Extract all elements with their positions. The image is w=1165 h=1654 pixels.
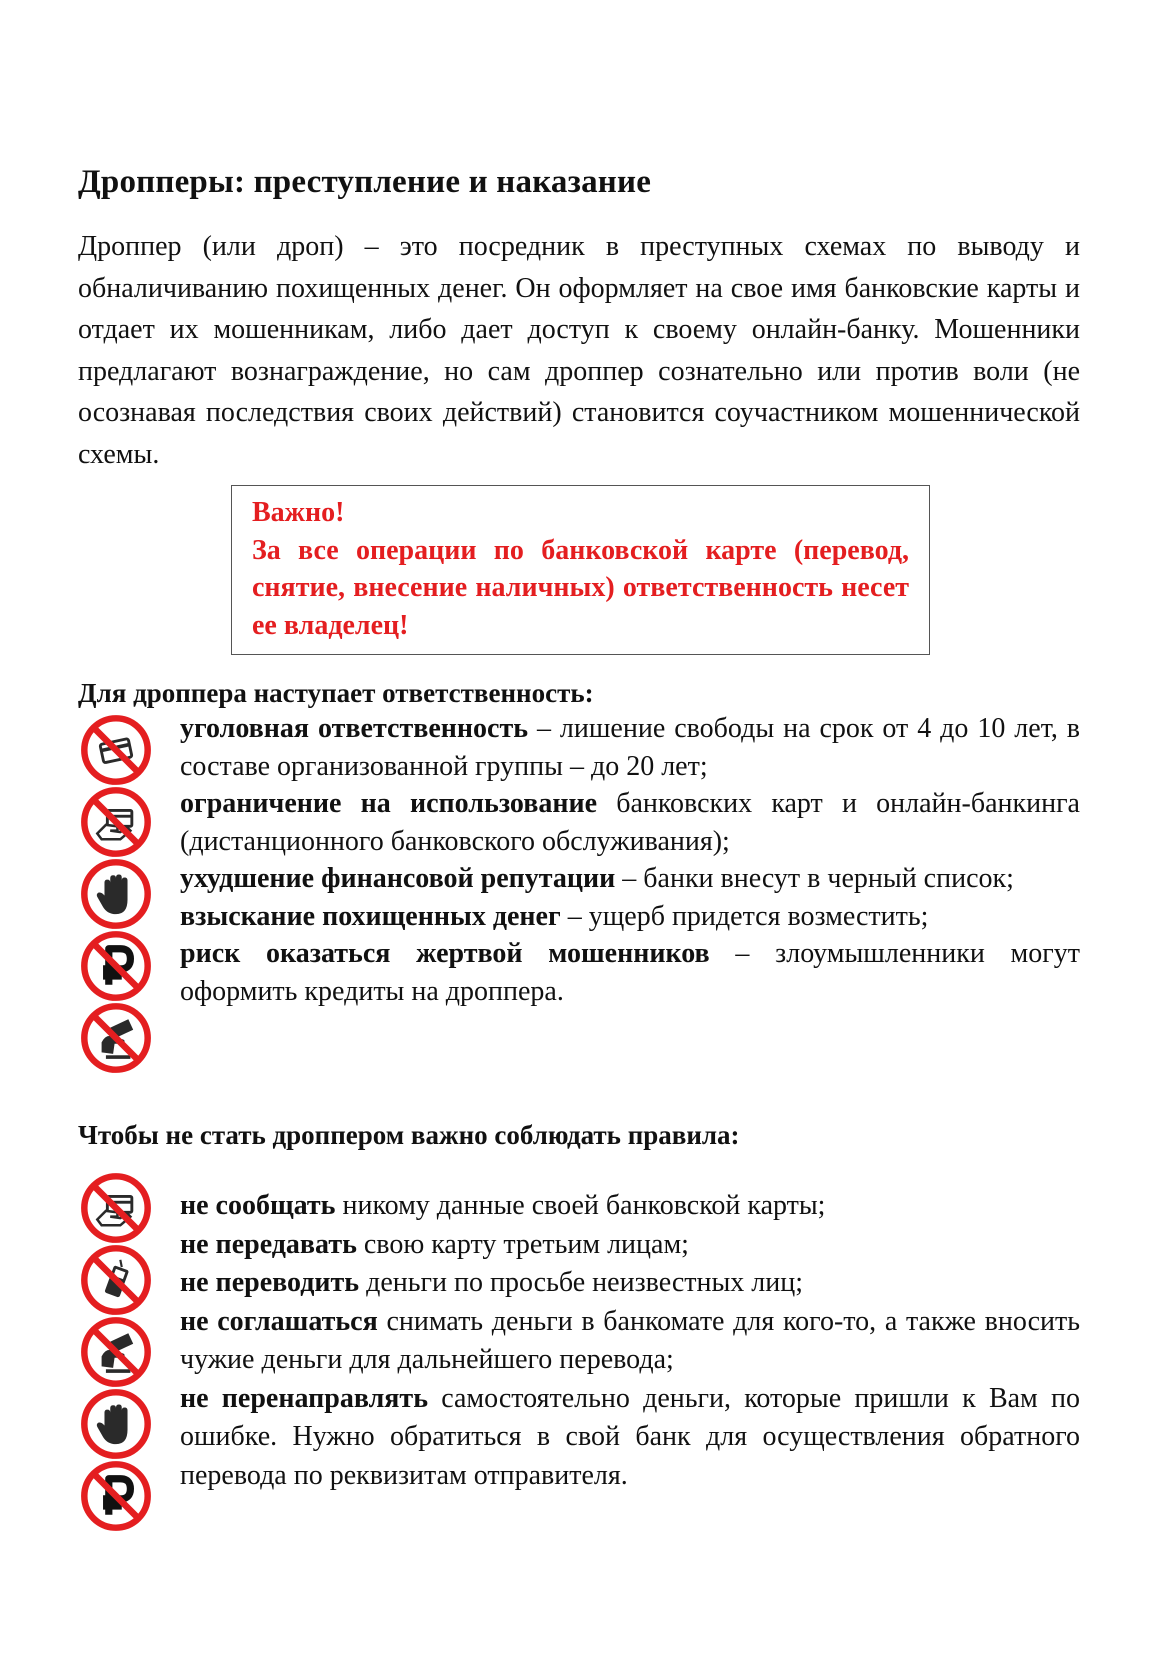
item-text: банковских карт и онлайн-банкинга (дистанционного банковского обслуживания); — [180, 788, 1080, 857]
rules-icon-column — [80, 1172, 152, 1532]
notice-text: За все операции по банковской карте (перевод, снятие, внесение наличных) ответственность несет ее владелец! — [252, 534, 909, 641]
item-text: – лишение свободы на срок от 4 до 10 лет, в составе организованной группы – до 20 лет; — [180, 713, 1081, 782]
list-item — [180, 1264, 1080, 1303]
liability-list — [180, 710, 1080, 1010]
list-item — [180, 785, 1080, 860]
item-lead: не переводить — [180, 1267, 360, 1298]
item-text: снимать деньги в банкомате для кого-то, а также вносить чужие деньги для дальнейшего перевода; — [180, 1305, 1080, 1375]
liability-icon-column — [80, 714, 152, 1074]
item-lead: ухудшение финансовой репутации — [180, 863, 616, 894]
no-card-hand-icon — [80, 786, 152, 858]
intro-paragraph: Дроппер (или дроп) – это посредник в преступных схемах по выводу и обналичиванию похищенных денег. Он оформляет на свое имя банковские карты и отдает их мошенникам, либо дает доступ к своему онлайн-банку. Мошенники предлагают вознаграждение, но сам дроппер сознательно или против воли (не осознавая последствия своих действий) становится соучастником мошеннической схемы. — [78, 231, 1080, 470]
item-text: – злоумышленники могут оформить кредиты на дроппера. — [180, 938, 1080, 1007]
item-text: – ущерб придется возместить; — [560, 900, 929, 932]
item-text: самостоятельно деньги, которые пришли к Вам по ошибке. Нужно обратиться в свой банк для осуществления обратного перевода по реквизитам отправителя. — [180, 1382, 1080, 1491]
item-lead: уголовная ответственность — [180, 713, 529, 744]
list-item — [180, 1226, 1080, 1265]
item-text: – банки внесут в черный список; — [615, 863, 1014, 894]
item-lead: ограничение на использование — [180, 788, 598, 819]
item-lead: не передавать — [180, 1228, 357, 1260]
list-item — [180, 710, 1080, 785]
no-card-hand-icon — [80, 1172, 152, 1244]
item-text: никому данные своей банковской карты; — [335, 1190, 826, 1221]
item-lead: взыскание похищенных денег — [180, 900, 561, 932]
item-lead: не перенаправлять — [180, 1382, 428, 1414]
page-title: Дропперы: преступление и наказание — [78, 164, 652, 200]
item-lead: риск оказаться жертвой мошенников — [180, 938, 710, 969]
list-item — [180, 898, 1080, 936]
item-text: свою карту третьим лицам; — [356, 1228, 689, 1260]
liability-heading: Для дроппера наступает ответственность: — [78, 678, 594, 708]
important-notice-box — [231, 485, 930, 655]
list-item — [180, 1187, 1080, 1226]
no-ruble-icon — [80, 930, 152, 1002]
no-cash-hand-icon — [80, 1002, 152, 1074]
item-lead: не сообщать — [180, 1190, 336, 1221]
item-lead: не соглашаться — [180, 1305, 378, 1337]
rules-heading: Чтобы не стать дроппером важно соблюдать правила: — [78, 1120, 740, 1150]
rules-list — [180, 1187, 1080, 1495]
list-item — [180, 860, 1080, 898]
list-item — [180, 1303, 1080, 1380]
stop-hand-icon — [80, 1388, 152, 1460]
no-ruble-icon — [80, 1460, 152, 1532]
list-item — [180, 1380, 1080, 1496]
no-phone-icon — [80, 1244, 152, 1316]
no-card-terminal-icon — [80, 714, 152, 786]
stop-hand-icon — [80, 858, 152, 930]
notice-heading: Важно! — [252, 497, 345, 528]
item-text: деньги по просьбе неизвестных лиц; — [359, 1267, 803, 1298]
list-item — [180, 935, 1080, 1010]
no-cash-hand-icon — [80, 1316, 152, 1388]
